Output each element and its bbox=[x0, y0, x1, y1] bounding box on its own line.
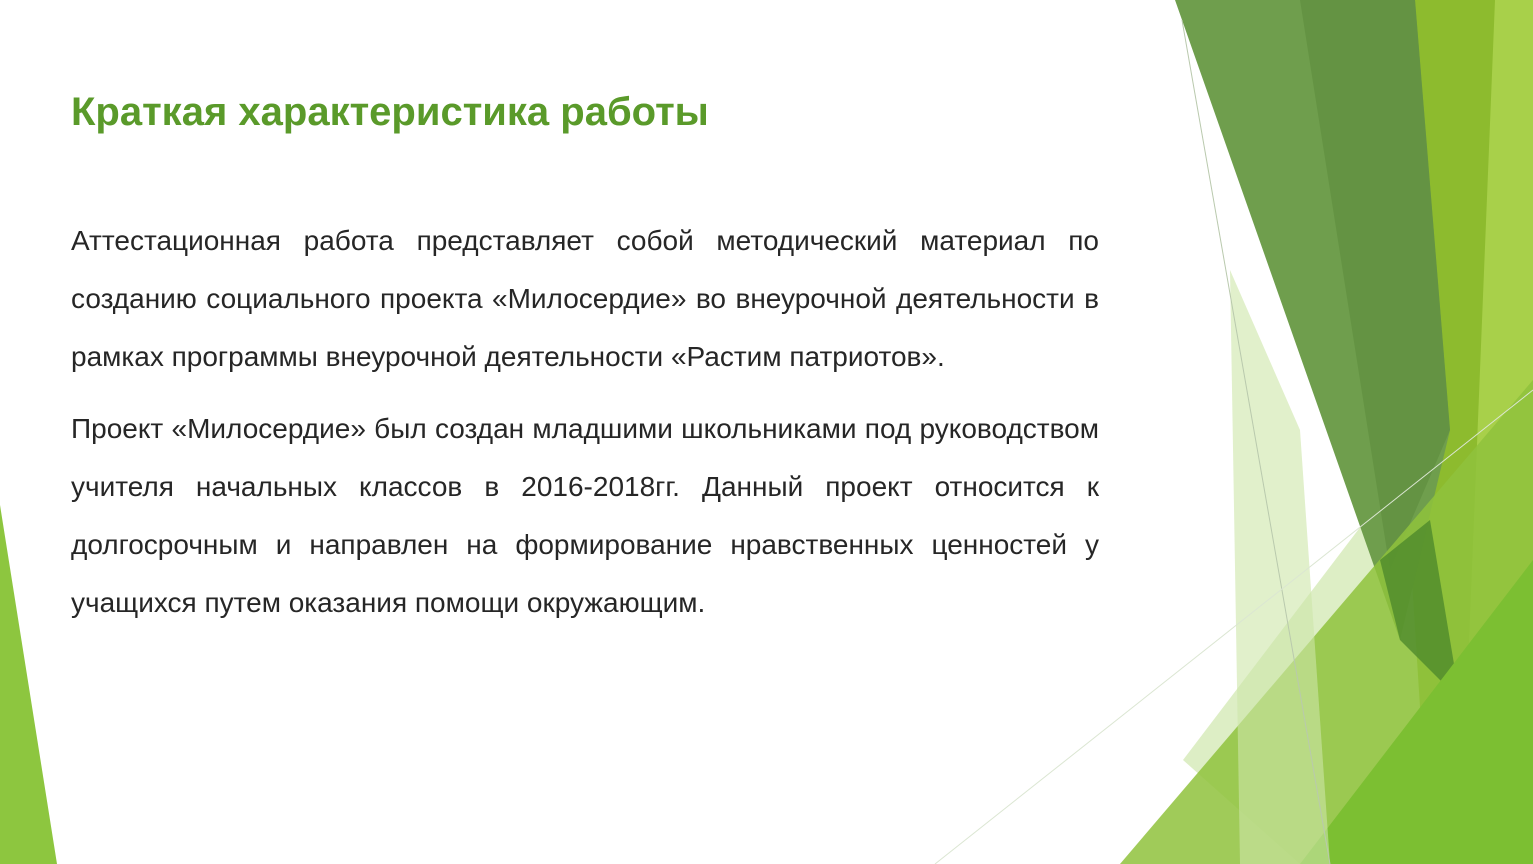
slide-title: Краткая характеристика работы bbox=[71, 90, 709, 134]
paragraph-2: Проект «Милосердие» был создан младшими школьниками под руководством учителя начальных классов в 2016-2018гг. Данный проект относится к долгосрочным и направлен на формирование нравственных ценностей у учащихся путем оказания помощи окружающим. bbox=[71, 413, 1099, 618]
facet-left-sliver bbox=[0, 505, 57, 864]
slide-body bbox=[71, 212, 1099, 646]
paragraph-1: Аттестационная работа представляет собой методический материал по созданию социального проекта «Милосердие» во внеурочной деятельности в рамках программы внеурочной деятельности «Растим патриотов». bbox=[71, 225, 1099, 372]
